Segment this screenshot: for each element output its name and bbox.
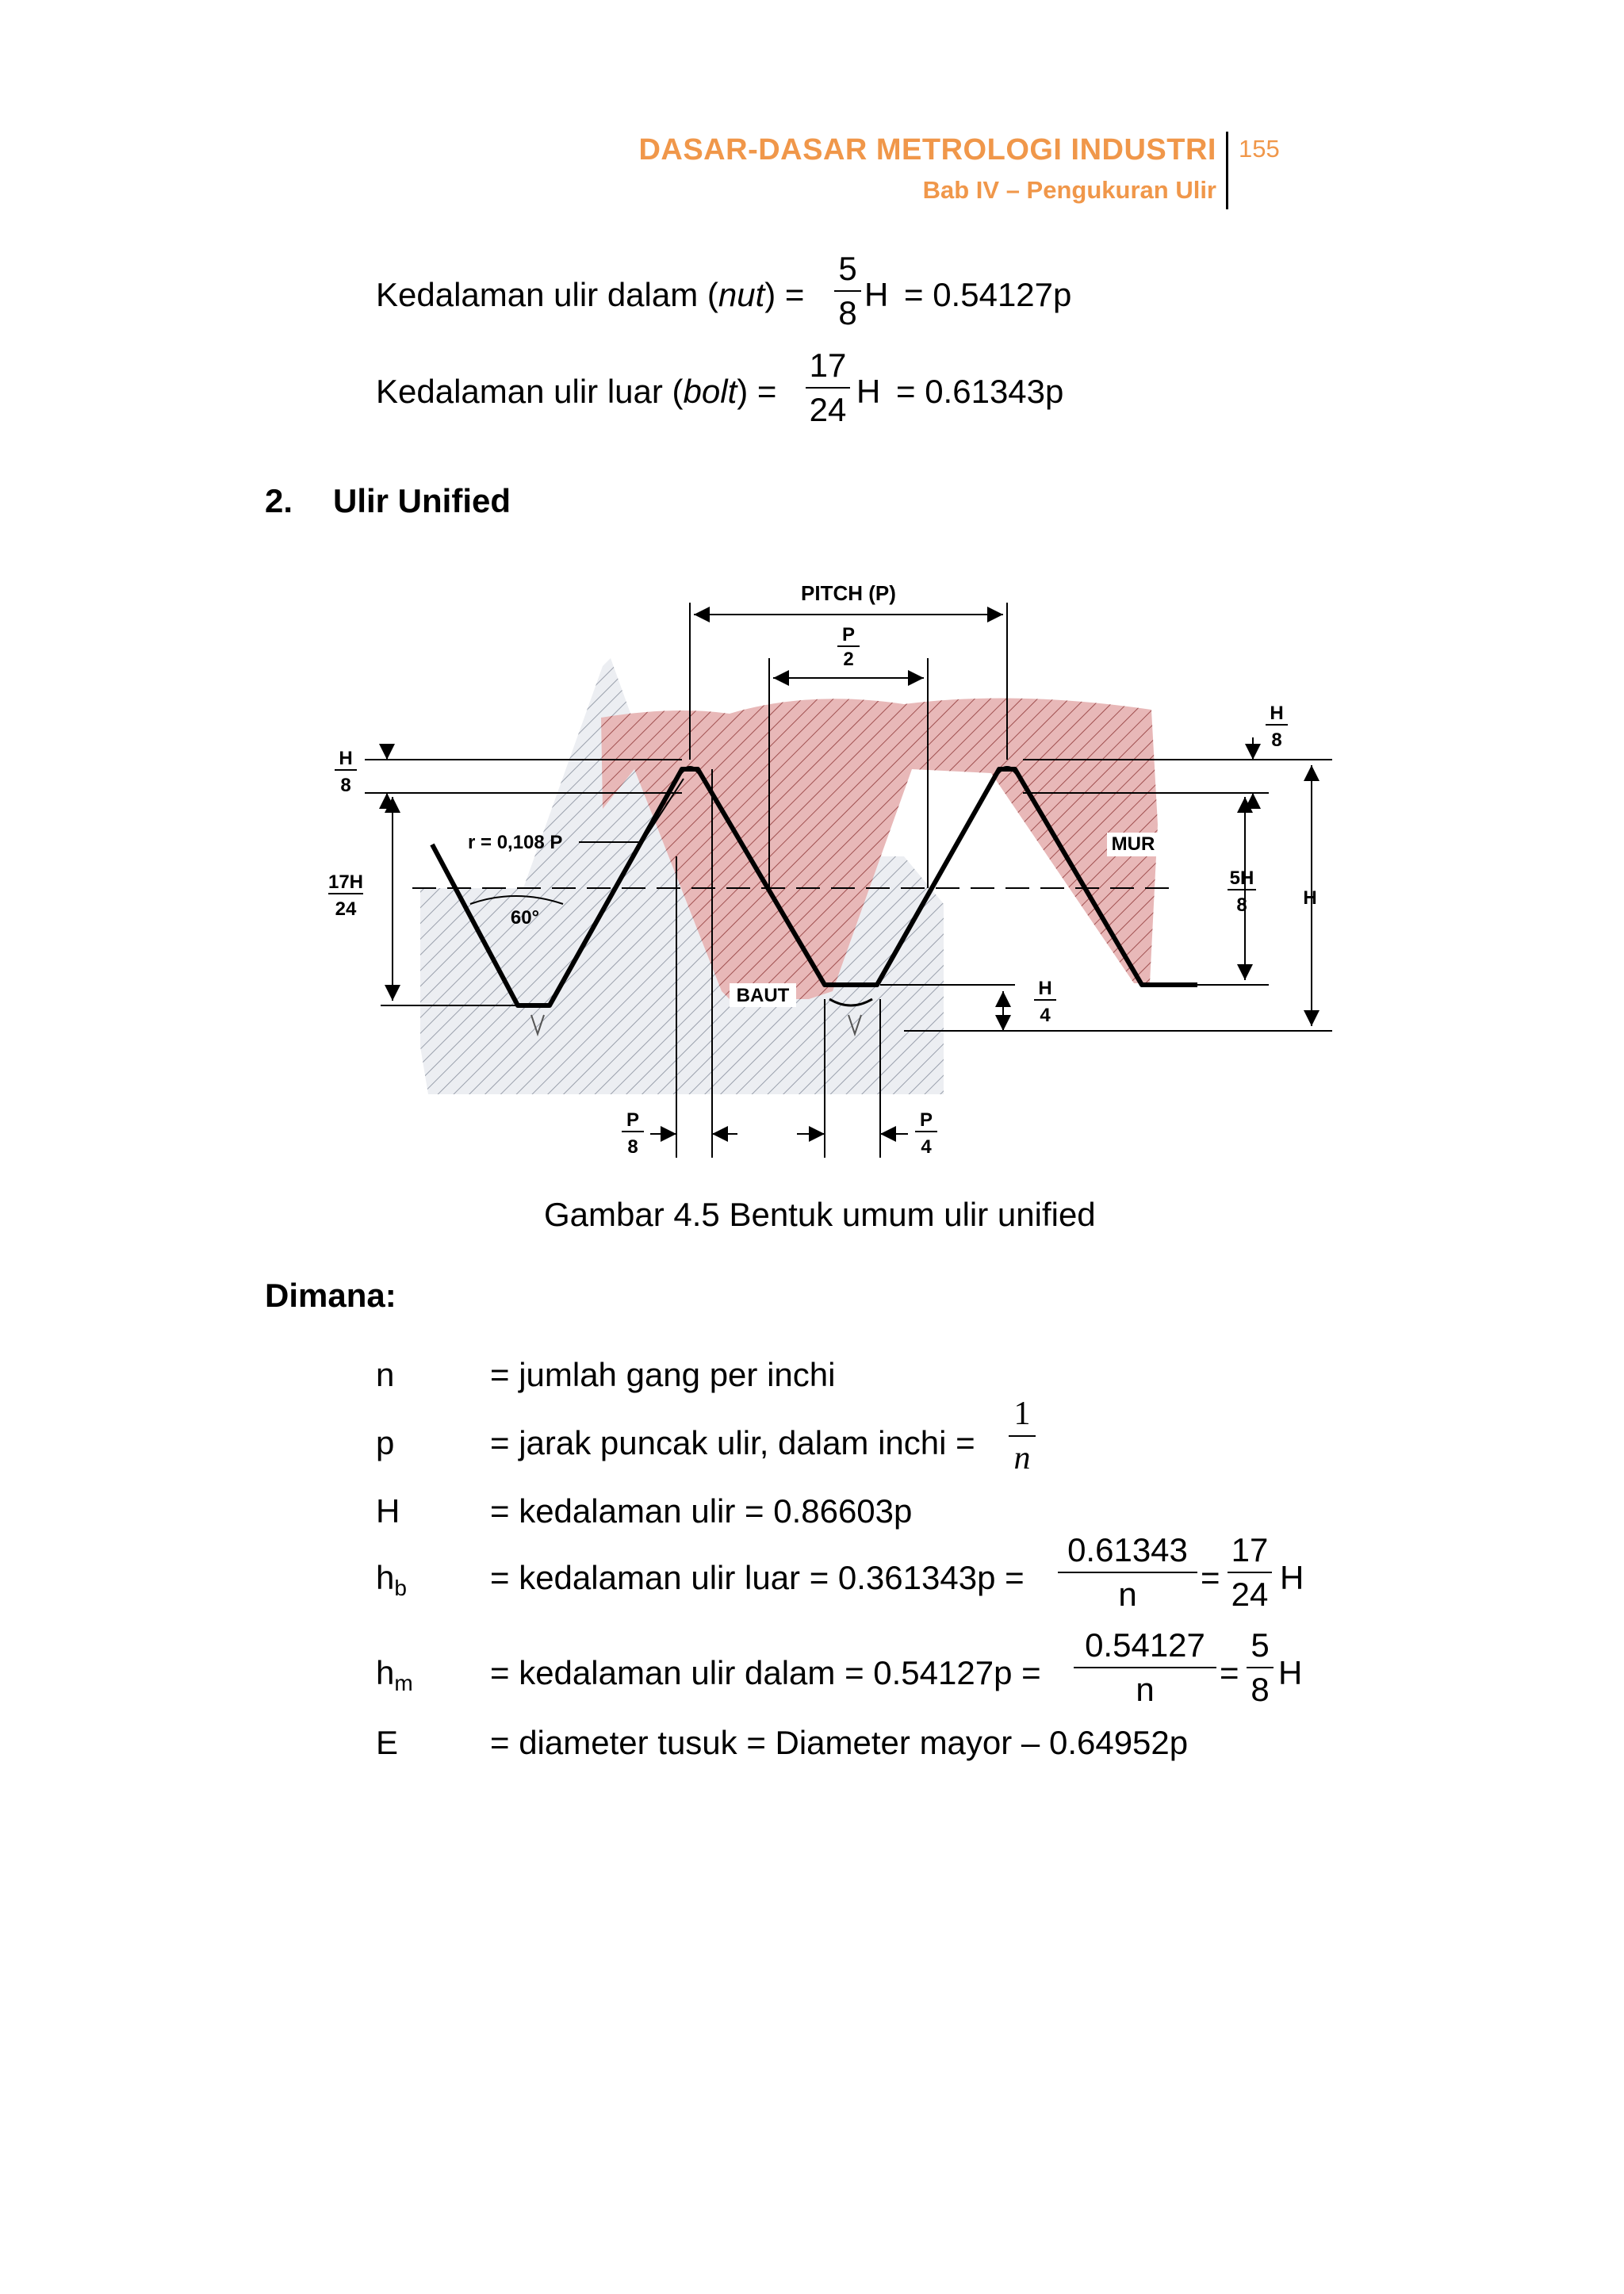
half-pitch-den: 2 [843, 649, 854, 670]
unified-thread-figure [301, 571, 1364, 1174]
hb-fraction-2: 17 24 [1228, 1532, 1272, 1613]
figure-caption: Gambar 4.5 Bentuk umum ulir unified [544, 1196, 1096, 1233]
hm-fraction-2: 5 8 [1247, 1627, 1274, 1708]
p4-den: 4 [921, 1136, 932, 1158]
right-h8-num: H [1270, 703, 1284, 724]
bolt-depth-label: Kedalaman ulir luar (bolt) = [376, 373, 777, 410]
h4-num: H [1038, 978, 1052, 999]
bolt-label: BAUT [736, 985, 790, 1006]
desc-n: = jumlah gang per inchi [490, 1356, 836, 1393]
h4-den: 4 [1040, 1005, 1051, 1026]
symbol-hm: $h_m$ [376, 1654, 413, 1695]
left-17h24-den: 24 [335, 898, 357, 920]
radius-label: r = 0,108 P [468, 832, 563, 853]
p8-num: P [626, 1109, 640, 1131]
desc-p: = jarak puncak ulir, dalam inchi = [490, 1424, 975, 1461]
page-number: 155 [1239, 135, 1280, 163]
section-title: Ulir Unified [333, 482, 511, 519]
nut-label: MUR [1111, 833, 1155, 855]
p8-den: 8 [627, 1136, 638, 1158]
nut-depth-fraction: 5 8 [834, 251, 861, 331]
symbol-H: H [376, 1492, 400, 1530]
half-pitch-num: P [841, 624, 856, 645]
running-header-title: DASAR-DASAR METROLOGI INDUSTRI [638, 133, 1216, 167]
symbol-E: E [376, 1724, 399, 1761]
hb-fraction-1: 0.61343 n [1058, 1532, 1197, 1613]
bolt-depth-fraction: 17 24 [806, 347, 850, 428]
header-divider [1226, 132, 1228, 209]
pitch-label: PITCH (P) [801, 581, 896, 605]
symbol-n: n [376, 1356, 395, 1393]
angle-label: 60° [510, 907, 540, 929]
section-number: 2. [265, 482, 293, 519]
p-fraction: 1 n [1009, 1396, 1036, 1476]
full-h-label: H [1303, 887, 1317, 909]
where-heading: Dimana: [265, 1277, 396, 1314]
left-17h24-num: 17H [327, 871, 364, 893]
right-5h8-num: 5H [1229, 867, 1254, 889]
bolt-depth-variable: H [856, 373, 881, 410]
nut-depth-result: = 0.54127p [904, 276, 1072, 313]
desc-E: = diameter tusuk = Diameter mayor – 0.64952p [490, 1724, 1189, 1761]
desc-H: = kedalaman ulir = 0.86603p [490, 1492, 913, 1530]
right-h8-den: 8 [1271, 730, 1282, 751]
desc-hb: = kedalaman ulir luar = 0.361343p = [490, 1559, 1025, 1596]
left-h8-den: 8 [340, 775, 351, 796]
hb-equals: = [1201, 1559, 1220, 1596]
symbol-p: p [376, 1424, 395, 1461]
hb-variable: H [1280, 1559, 1304, 1596]
nut-depth-label: Kedalaman ulir dalam (nut) = [376, 276, 805, 313]
nut-depth-variable: H [864, 276, 889, 313]
p4-num: P [919, 1109, 933, 1131]
symbol-hb: $h_b$ [376, 1559, 407, 1600]
hm-variable: H [1278, 1654, 1303, 1691]
running-header-subtitle: Bab IV – Pengukuran Ulir [922, 176, 1216, 204]
hm-fraction-1: 0.54127 n [1074, 1627, 1216, 1708]
hm-equals: = [1220, 1654, 1239, 1691]
right-5h8-den: 8 [1236, 894, 1247, 916]
desc-hm: = kedalaman ulir dalam = 0.54127p = [490, 1654, 1041, 1691]
bolt-depth-result: = 0.61343p [896, 373, 1064, 410]
left-h8-num: H [339, 748, 353, 769]
